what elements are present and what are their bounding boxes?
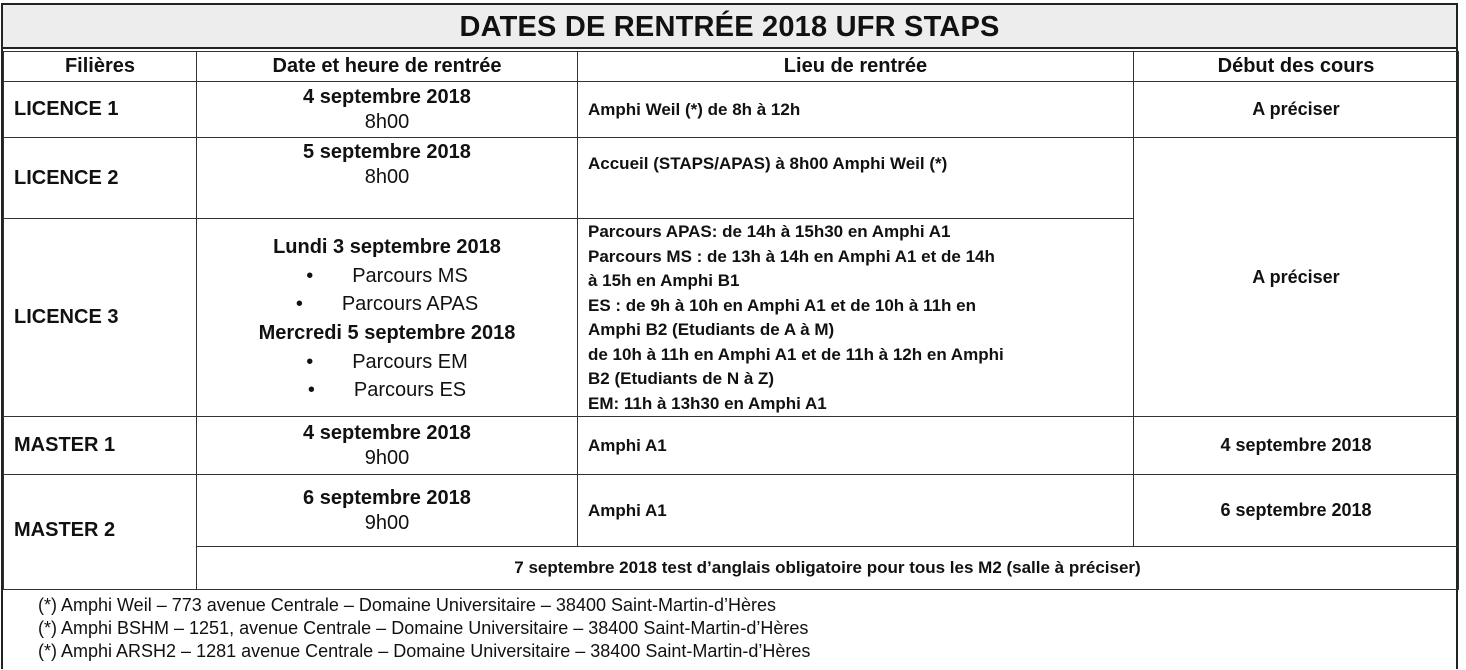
table-row-licence-1 (4, 82, 1459, 138)
date-cell (197, 417, 578, 475)
schedule-table (3, 51, 1459, 590)
lieu-line: Amphi B2 (Etudiants de A à M) (588, 320, 835, 339)
lieu-line: Parcours APAS: de 14h à 15h30 en Amphi A1 (588, 222, 951, 241)
debut-cell: 4 septembre 2018 (1134, 417, 1459, 475)
lieu-line: à 15h en Amphi B1 (588, 271, 740, 290)
date-cell (197, 138, 578, 219)
header-filieres: Filières (4, 52, 197, 82)
footnote: (*) Amphi Weil – 773 avenue Centrale – Domaine Universitaire – 38400 Saint-Martin-d’Hères (38, 595, 777, 615)
time-text: 8h00 (364, 110, 410, 133)
parcours-list (197, 348, 577, 404)
filiere-cell: LICENCE 1 (4, 82, 197, 138)
lieu-line: ES : de 9h à 10h en Amphi A1 et de 10h à 11h en (588, 295, 976, 315)
lieu-cell: Amphi A1 (578, 417, 1134, 475)
page-title: DATES DE RENTRÉE 2018 UFR STAPS (3, 5, 1456, 49)
header-date: Date et heure de rentrée (197, 52, 578, 82)
lieu-line: EM: 11h à 13h30 en Amphi A1 (588, 393, 827, 413)
debut-cell: 6 septembre 2018 (1134, 475, 1459, 547)
bullet-icon: • (295, 292, 303, 315)
time-text: 9h00 (364, 446, 410, 469)
lieu-cell: Amphi Weil (*) de 8h à 12h (578, 82, 1134, 138)
lieu-cell (578, 219, 1134, 417)
filiere-cell: LICENCE 2 (4, 138, 197, 219)
header-row (4, 52, 1459, 82)
lieu-line: Parcours MS : de 13h à 14h en Amphi A1 et de 14h (588, 246, 995, 266)
table-row-master-2 (4, 475, 1459, 547)
list-item: • Parcours ES (197, 376, 577, 404)
list-item: • Parcours APAS (197, 290, 577, 318)
table-row-master-1 (4, 417, 1459, 475)
debut-cell: A préciser (1134, 82, 1459, 138)
date-text: 5 septembre 2018 (303, 141, 471, 163)
filiere-cell: MASTER 2 (4, 475, 197, 590)
list-item: • Parcours MS (197, 262, 577, 290)
list-item: • Parcours EM (197, 348, 577, 376)
bullet-icon: • (307, 378, 315, 401)
date-text: 6 septembre 2018 (303, 486, 471, 509)
header-debut: Début des cours (1134, 52, 1459, 82)
date-text: 4 septembre 2018 (303, 421, 471, 444)
date-cell (197, 219, 578, 417)
date-cell (197, 82, 578, 138)
date-text: Mercredi 5 septembre 2018 (258, 321, 516, 344)
parcours-list (197, 262, 577, 318)
debut-cell: A préciser (1134, 138, 1459, 417)
date-text: Lundi 3 septembre 2018 (273, 235, 501, 258)
lieu-line: B2 (Etudiants de N à Z) (588, 369, 775, 388)
footnote: (*) Amphi ARSH2 – 1281 avenue Centrale – Domaine Universitaire – 38400 Saint-Martin-d’Hères (38, 641, 811, 661)
time-text: 9h00 (364, 511, 410, 534)
filiere-cell: MASTER 1 (4, 417, 197, 475)
lieu-cell: Accueil (STAPS/APAS) à 8h00 Amphi Weil (*) (578, 138, 1134, 219)
filiere-cell: LICENCE 3 (4, 219, 197, 417)
date-text: 4 septembre 2018 (303, 85, 471, 108)
footnotes (38, 594, 810, 663)
footnote: (*) Amphi BSHM – 1251, avenue Centrale – Domaine Universitaire – 38400 Saint-Martin-d’Hères (38, 618, 809, 638)
m2-note: 7 septembre 2018 test d’anglais obligatoire pour tous les M2 (salle à préciser) (197, 547, 1459, 590)
table-row-m2-note (4, 547, 1459, 590)
time-text: 8h00 (364, 166, 410, 188)
lieu-cell: Amphi A1 (578, 475, 1134, 547)
bullet-icon: • (306, 350, 314, 373)
lieu-line: de 10h à 11h en Amphi A1 et de 11h à 12h en Amphi (588, 344, 1004, 364)
bullet-icon: • (306, 264, 314, 287)
date-cell (197, 475, 578, 547)
header-lieu: Lieu de rentrée (578, 52, 1134, 82)
table-row-licence-2 (4, 138, 1459, 219)
